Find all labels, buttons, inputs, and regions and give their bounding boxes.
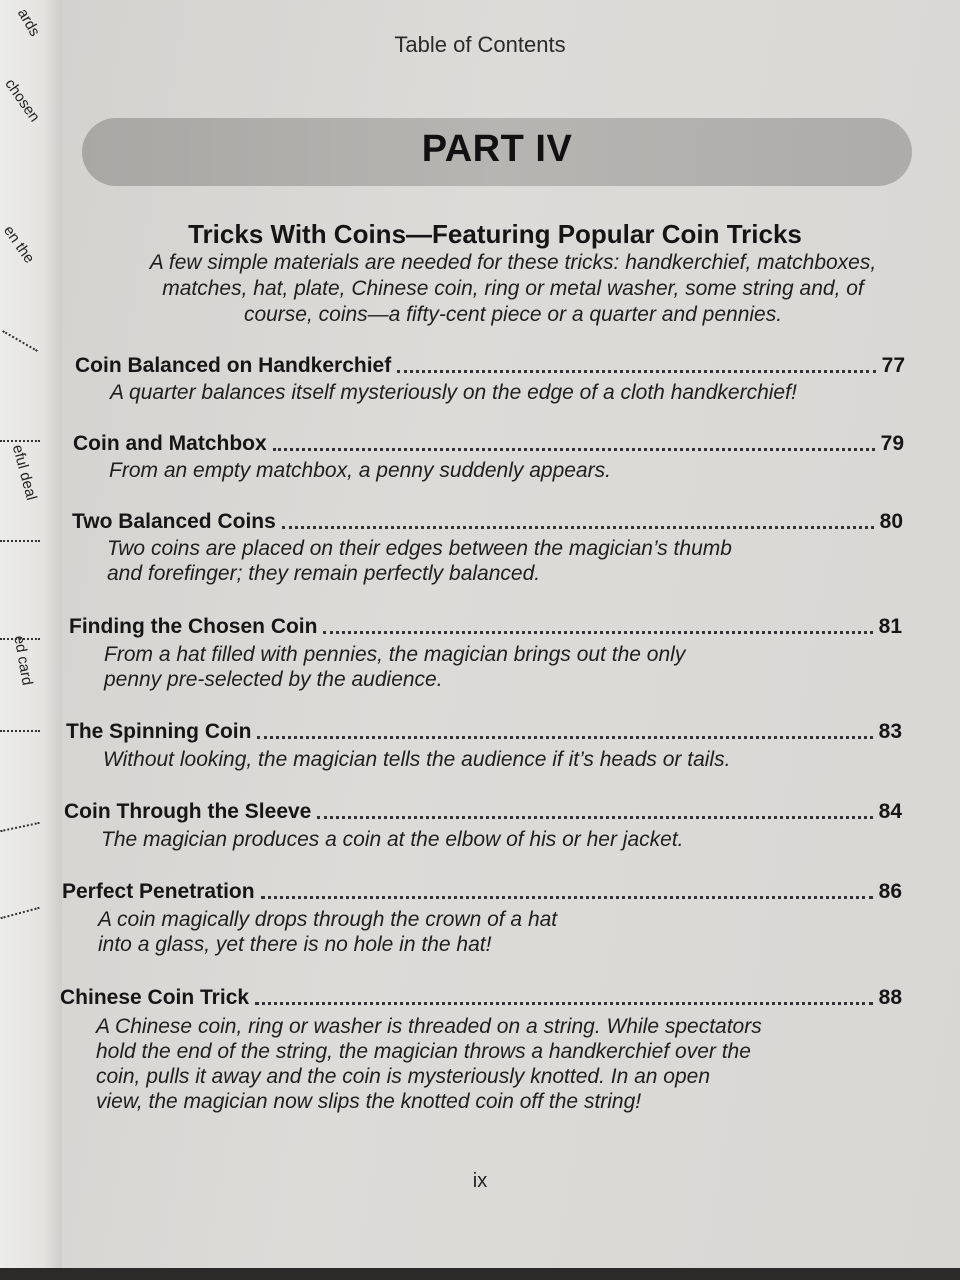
toc-entry-line[interactable] [62,876,902,904]
dot-leader [282,525,874,529]
intro-line: matches, hat, plate, Chinese coin, ring or metal washer, some string and, of [162,277,864,300]
dot-leader [255,1001,873,1005]
intro-line: A few simple materials are needed for these tricks: handkerchief, matchboxes, [149,251,877,274]
dot-leader [323,630,872,634]
toc-entry-description [103,747,730,772]
facing-page-leader [0,540,40,542]
facing-page-fragment: chosen [1,75,44,126]
dot-leader [261,895,873,899]
toc-entry-title: Perfect Penetration [62,880,255,903]
facing-page-leader [0,638,40,640]
toc-entry-description [96,1014,762,1114]
description-line: The magician produces a coin at the elbow of his or her jacket. [101,828,684,851]
intro-line: course, coins—a fifty-cent piece or a quarter and pennies. [243,303,783,326]
description-line: penny pre-selected by the audience. [104,668,443,691]
description-line: Two coins are placed on their edges between the magician’s thumb [107,537,732,560]
toc-entry-title: The Spinning Coin [66,720,252,743]
facing-page-fragment: ed card [10,634,36,687]
toc-entry-description [109,458,611,483]
page-number: ix [472,1170,488,1192]
toc-entry-line[interactable] [66,716,902,744]
toc-entry-page: 79 [880,432,904,455]
description-line: and forefinger; they remain perfectly balanced. [107,562,541,585]
toc-entry-line[interactable] [72,506,903,534]
description-line: A quarter balances itself mysteriously on the edge of a cloth handkerchief! [110,381,797,404]
toc-entry-title: Chinese Coin Trick [60,986,250,1009]
toc-entry-page: 77 [881,354,905,377]
dot-leader [273,447,875,451]
toc-entry-title: Coin Through the Sleeve [64,800,312,823]
dot-leader [397,369,875,373]
running-header: Table of Contents [394,32,566,57]
facing-page-fragment: eful deal [8,442,40,503]
facing-page-edge [0,0,62,1270]
description-line: From an empty matchbox, a penny suddenly appears. [109,459,611,482]
description-line: into a glass, yet there is no hole in the hat! [98,933,492,956]
facing-page-leader [0,440,40,442]
facing-page-fragment: ards [13,5,44,40]
part-title: PART IV [421,128,573,170]
toc-entry-line[interactable] [69,611,902,639]
toc-entry-description [101,827,683,852]
description-line: From a hat filled with pennies, the magician brings out the only [104,643,686,666]
facing-page-fragment: en the [0,222,38,267]
toc-entry-title: Coin Balanced on Handkerchief [75,354,392,377]
toc-entry-page: 86 [878,880,902,903]
toc-entry-description [104,642,685,692]
toc-entry-page: 88 [878,986,902,1009]
section-title: Tricks With Coins—Featuring Popular Coin Tricks [188,219,802,249]
dot-leader [257,735,872,739]
description-line: coin, pulls it away and the coin is mysteriously knotted. In an open [96,1065,711,1088]
toc-entry-title: Finding the Chosen Coin [69,615,318,638]
description-line: view, the magician now slips the knotted coin off the string! [96,1090,642,1113]
toc-entry-page: 84 [878,800,902,823]
page-bottom-shadow [0,1268,960,1280]
description-line: A coin magically drops through the crown of a hat [98,908,558,931]
toc-entry-title: Two Balanced Coins [72,510,276,533]
facing-page-leader [0,907,39,919]
toc-entry-page: 80 [879,510,903,533]
facing-page-leader [2,330,38,352]
toc-entry-page: 81 [878,615,902,638]
dot-leader [317,815,872,819]
toc-entry-line[interactable] [73,428,904,456]
toc-entry-description [107,536,732,586]
toc-entry-page: 83 [878,720,902,743]
toc-entry-line[interactable] [64,796,902,824]
description-line: Without looking, the magician tells the audience if it’s heads or tails. [103,748,731,771]
toc-entry-description [110,380,797,405]
toc-entry-description [98,907,557,957]
section-intro [118,250,908,328]
toc-entry-line[interactable] [75,350,905,378]
toc-entry-line[interactable] [60,982,902,1010]
toc-entry-title: Coin and Matchbox [73,432,267,455]
facing-page-leader [0,730,40,732]
facing-page-leader [0,822,40,832]
description-line: hold the end of the string, the magician throws a handkerchief over the [96,1040,751,1063]
description-line: A Chinese coin, ring or washer is threaded on a string. While spectators [96,1015,762,1038]
